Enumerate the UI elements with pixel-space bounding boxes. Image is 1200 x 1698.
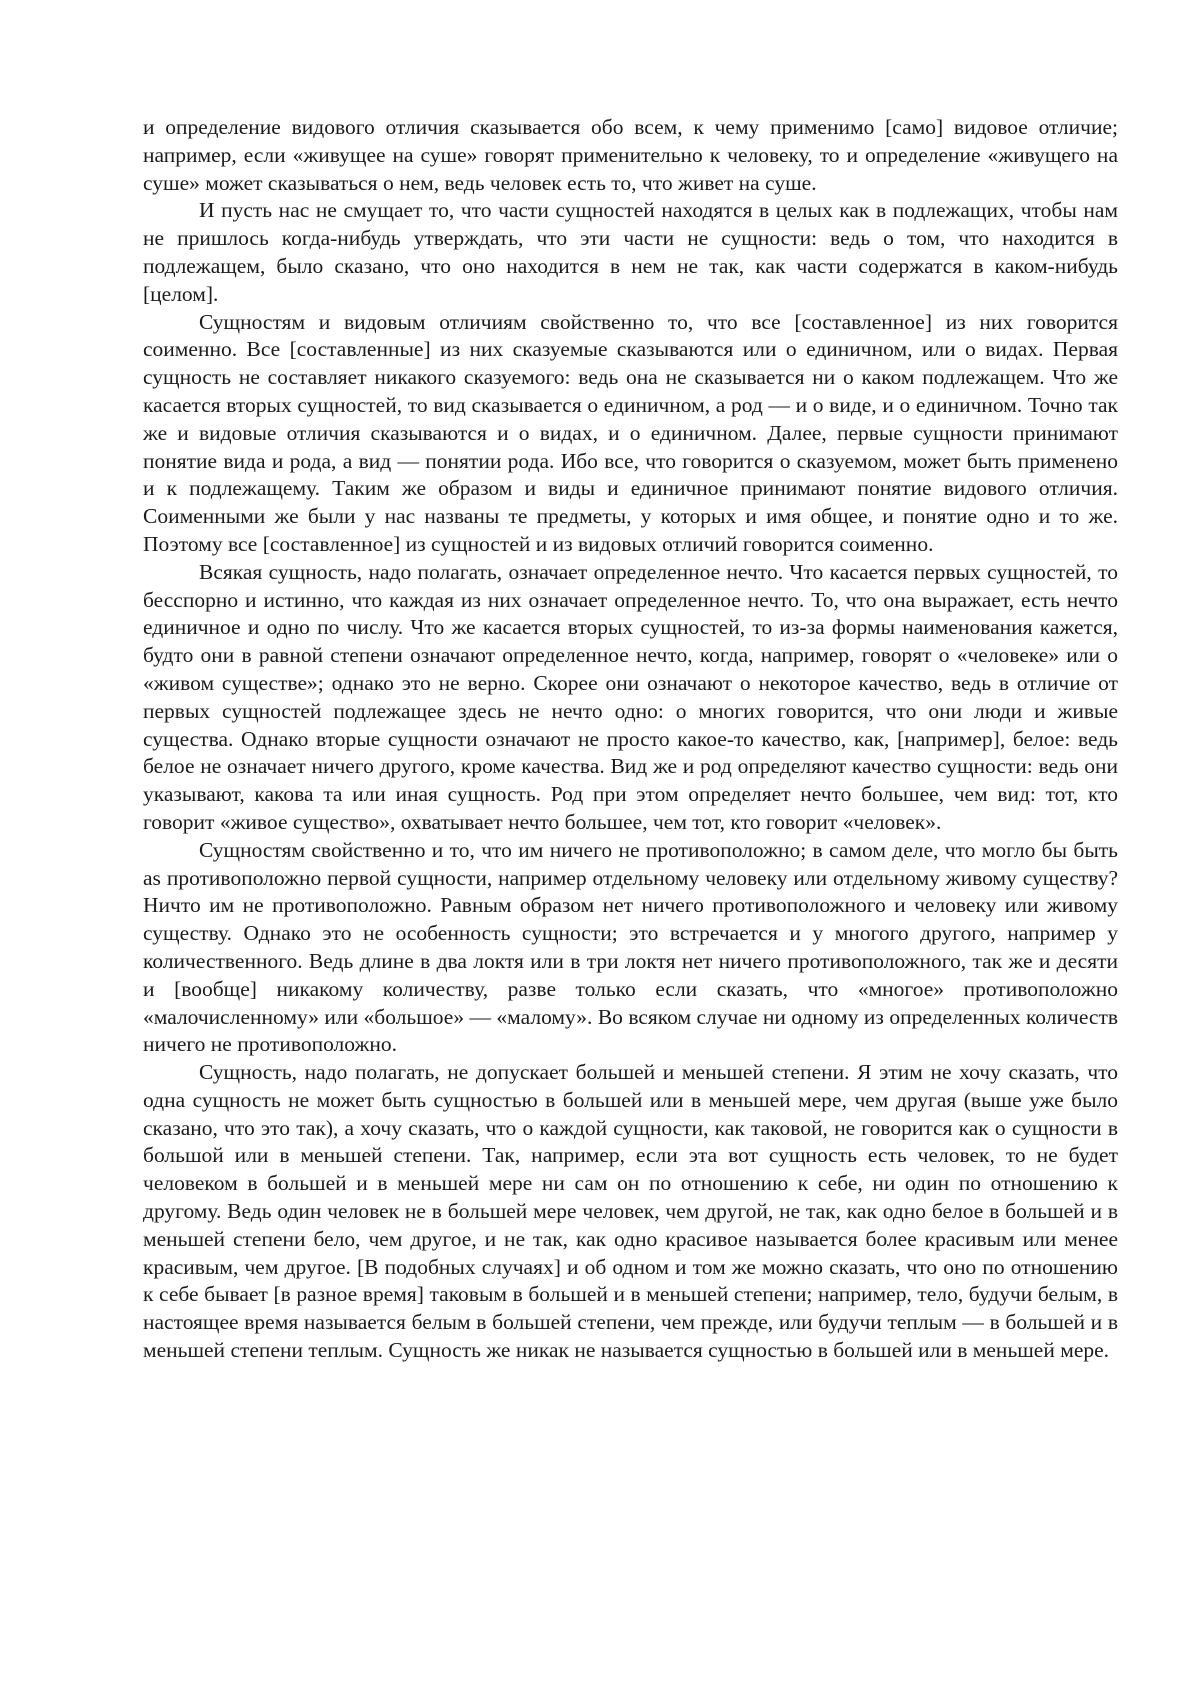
- paragraph: И пусть нас не смущает то, что части сущностей находятся в целых как в подлежащих, чтобы нам не пришлось когда-нибудь утверждать, что эти части не сущности: ведь о том, что находится в подлежащем, было сказано, что оно находится в нем не так, как части содержатся в каком-нибудь [целом].: [143, 198, 1118, 306]
- paragraph: Всякая сущность, надо полагать, означает определенное нечто. Что касается первых сущностей, то бесспорно и истинно, что каждая из них означает определенное нечто. То, что она выражает, есть нечто единичное и одно по числу. Что же касается вторых сущностей, то из-за формы наименования кажется, будто они в равной степени означают определенное нечто, когда, например, говорят о «человеке» или о «живом существе»; однако это не верно. Скорее они означают о некоторое качество, ведь в отличие от первых сущностей подлежащее здесь не нечто одно: о многих говорится, что они люди и живые существа. Однако вторые сущности означают не просто какое-то качество, как, [например], белое: ведь белое не означает ничего другого, кроме качества. Вид же и род определяют качество сущности: ведь они указывают, какова та или иная сущность. Род при этом определяет нечто большее, чем вид: тот, кто говорит «живое существо», охватывает нечто большее, чем тот, кто говорит «человек».: [143, 559, 1118, 834]
- document-page: [143, 114, 1118, 1365]
- paragraph: Сущность, надо полагать, не допускает большей и меньшей степени. Я этим не хочу сказать, что одна сущность не может быть сущностью в большей или в меньшей мере, чем другая (выше уже было сказано, что это так), а хочу сказать, что о каждой сущности, как таковой, не говорится как о сущности в большой или в меньшей степени. Так, например, если эта вот сущность есть человек, то не будет человеком в большей и в меньшей мере ни сам он по отношению к себе, ни один по отношению к другому. Ведь один человек не в большей мере человек, чем другой, не так, как одно белое в большей и в меньшей степени бело, чем другое, и не так, как одно красивое называется более красивым или менее красивым, чем другое. [В подобных случаях] и об одном и том же можно сказать, что оно по отношению к себе бывает [в разное время] таковым в большей и в меньшей степени; например, тело, будучи белым, в настоящее время называется белым в большей степени, чем прежде, или будучи теплым — в большей и в меньшей степени теплым. Сущность же никак не называется сущностью в большей или в меньшей мере.: [143, 1060, 1118, 1363]
- paragraph-continuation: и определение видового отличия сказывается обо всем, к чему применимо [само] видовое отличие; например, если «живущее на суше» говорят применительно к человеку, то и определение «живущего на суше» может сказываться о нем, ведь человек есть то, что живет на суше.: [143, 115, 1118, 195]
- paragraph: Сущностям и видовым отличиям свойственно то, что все [составленное] из них говорится соименно. Все [составленные] из них сказуемые сказываются или о единичном, или о видах. Первая сущность не составляет никакого сказуемого: ведь она не сказывается ни о каком подлежащем. Что же касается вторых сущностей, то вид сказывается о единичном, а род — и о виде, и о единичном. Точно так же и видовые отличия сказываются и о видах, и о единичном. Далее, первые сущности принимают понятие вида и рода, а вид — понятии рода. Ибо все, что говорится о сказуемом, может быть применено и к подлежащему. Таким же образом и виды и единичное принимают понятие видового отличия. Соименными же были у нас названы те предметы, у которых и имя общее, и понятие одно и то же. Поэтому все [составленное] из сущностей и из видовых отличий говорится соименно.: [143, 309, 1118, 556]
- paragraph: Сущностям свойственно и то, что им ничего не противоположно; в самом деле, что могло бы быть as противоположно первой сущности, например отдельному человеку или отдельному живому существу? Ничто им не противоположно. Равным образом нет ничего противоположного и человеку или живому существу. Однако это не особенность сущности; это встречается и у многого другого, например у количественного. Ведь длине в два локтя или в три локтя нет ничего противоположного, так же и десяти и [вообще] никакому количеству, разве только если сказать, что «многое» противоположно «малочисленному» или «большое» — «малому». Во всяком случае ни одному из определенных количеств ничего не противоположно.: [143, 837, 1118, 1057]
